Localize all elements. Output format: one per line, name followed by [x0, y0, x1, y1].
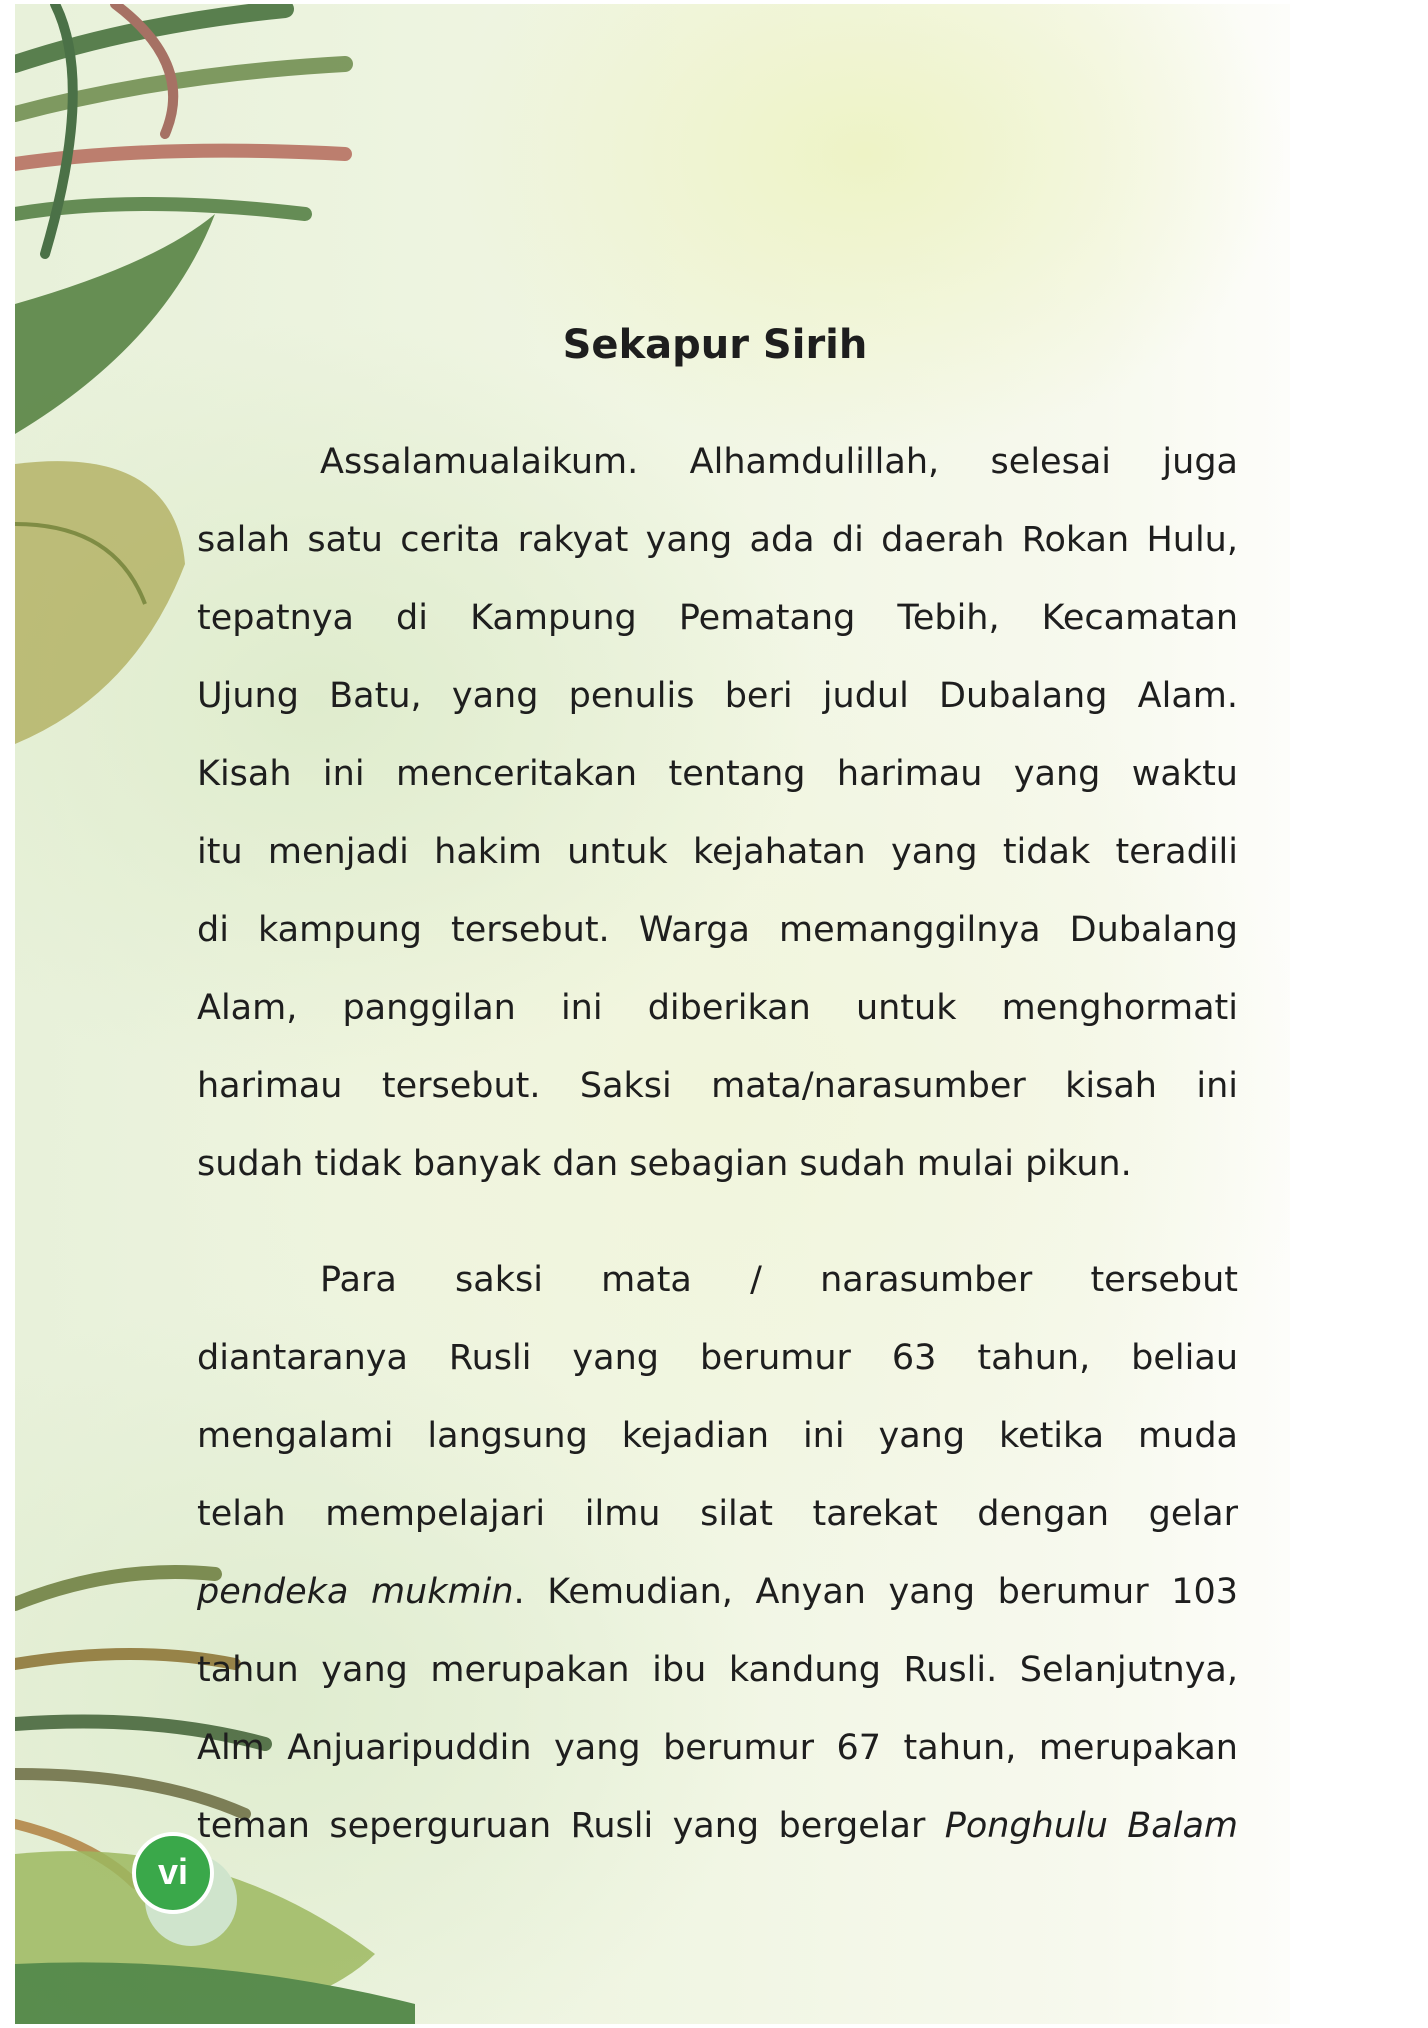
page-title: Sekapur Sirih: [562, 322, 868, 368]
text-line: [197, 1047, 1238, 1125]
text-segment: Alm Anjuaripuddin yang berumur 67 tahun, merupakan: [197, 1728, 1238, 1768]
text-line: [197, 1397, 1238, 1475]
text-segment: . Kemudian, Anyan yang berumur 103: [513, 1572, 1238, 1612]
text-line: [197, 1319, 1238, 1397]
text-segment: Ujung Batu, yang penulis beri judul Dubalang Alam.: [197, 676, 1238, 716]
text-segment: sudah tidak banyak dan sebagian sudah mulai pikun.: [197, 1144, 1132, 1184]
text-segment: telah mempelajari ilmu silat tarekat dengan gelar: [197, 1494, 1238, 1534]
paragraph: [197, 423, 1238, 1203]
text-segment: itu menjadi hakim untuk kejahatan yang tidak teradili: [197, 832, 1238, 872]
text-segment: teman seperguruan Rusli yang bergelar: [197, 1806, 945, 1846]
text-line: [197, 501, 1238, 579]
text-segment: tahun yang merupakan ibu kandung Rusli. Selanjutnya,: [197, 1650, 1238, 1690]
text-segment: Assalamualaikum. Alhamdulillah, selesai juga: [320, 442, 1238, 482]
text-line: [197, 1787, 1238, 1865]
text-line: [197, 891, 1238, 969]
paragraph: [197, 1241, 1238, 1865]
text-segment: harimau tersebut. Saksi mata/narasumber kisah ini: [197, 1066, 1238, 1106]
text-line: [197, 735, 1238, 813]
text-segment: Alam, panggilan ini diberikan untuk menghormati: [197, 988, 1238, 1028]
text-segment: salah satu cerita rakyat yang ada di daerah Rokan Hulu,: [197, 520, 1238, 560]
text-segment: tepatnya di Kampung Pematang Tebih, Kecamatan: [197, 598, 1238, 638]
text-line: [197, 1475, 1238, 1553]
text-line: [197, 1631, 1238, 1709]
text-line: [197, 579, 1238, 657]
book-page: [15, 4, 1290, 2024]
italic-term: Ponghulu Balam: [944, 1806, 1238, 1846]
text-segment: mengalami langsung kejadian ini yang ketika muda: [197, 1416, 1238, 1456]
text-segment: Kisah ini menceritakan tentang harimau yang waktu: [197, 754, 1238, 794]
text-segment: di kampung tersebut. Warga memanggilnya Dubalang: [197, 910, 1238, 950]
page-number-badge: vi: [132, 1832, 214, 1914]
text-line: [197, 1241, 1238, 1319]
text-line: [197, 969, 1238, 1047]
text-line: [197, 423, 1238, 501]
text-line: [197, 657, 1238, 735]
text-line: [197, 1709, 1238, 1787]
text-line: [197, 1553, 1238, 1631]
body-text: [197, 423, 1238, 1865]
text-segment: diantaranya Rusli yang berumur 63 tahun, beliau: [197, 1338, 1238, 1378]
text-segment: Para saksi mata / narasumber tersebut: [320, 1260, 1238, 1300]
italic-term: pendeka mukmin: [197, 1572, 514, 1612]
text-line: [197, 1125, 1238, 1203]
text-line: [197, 813, 1238, 891]
